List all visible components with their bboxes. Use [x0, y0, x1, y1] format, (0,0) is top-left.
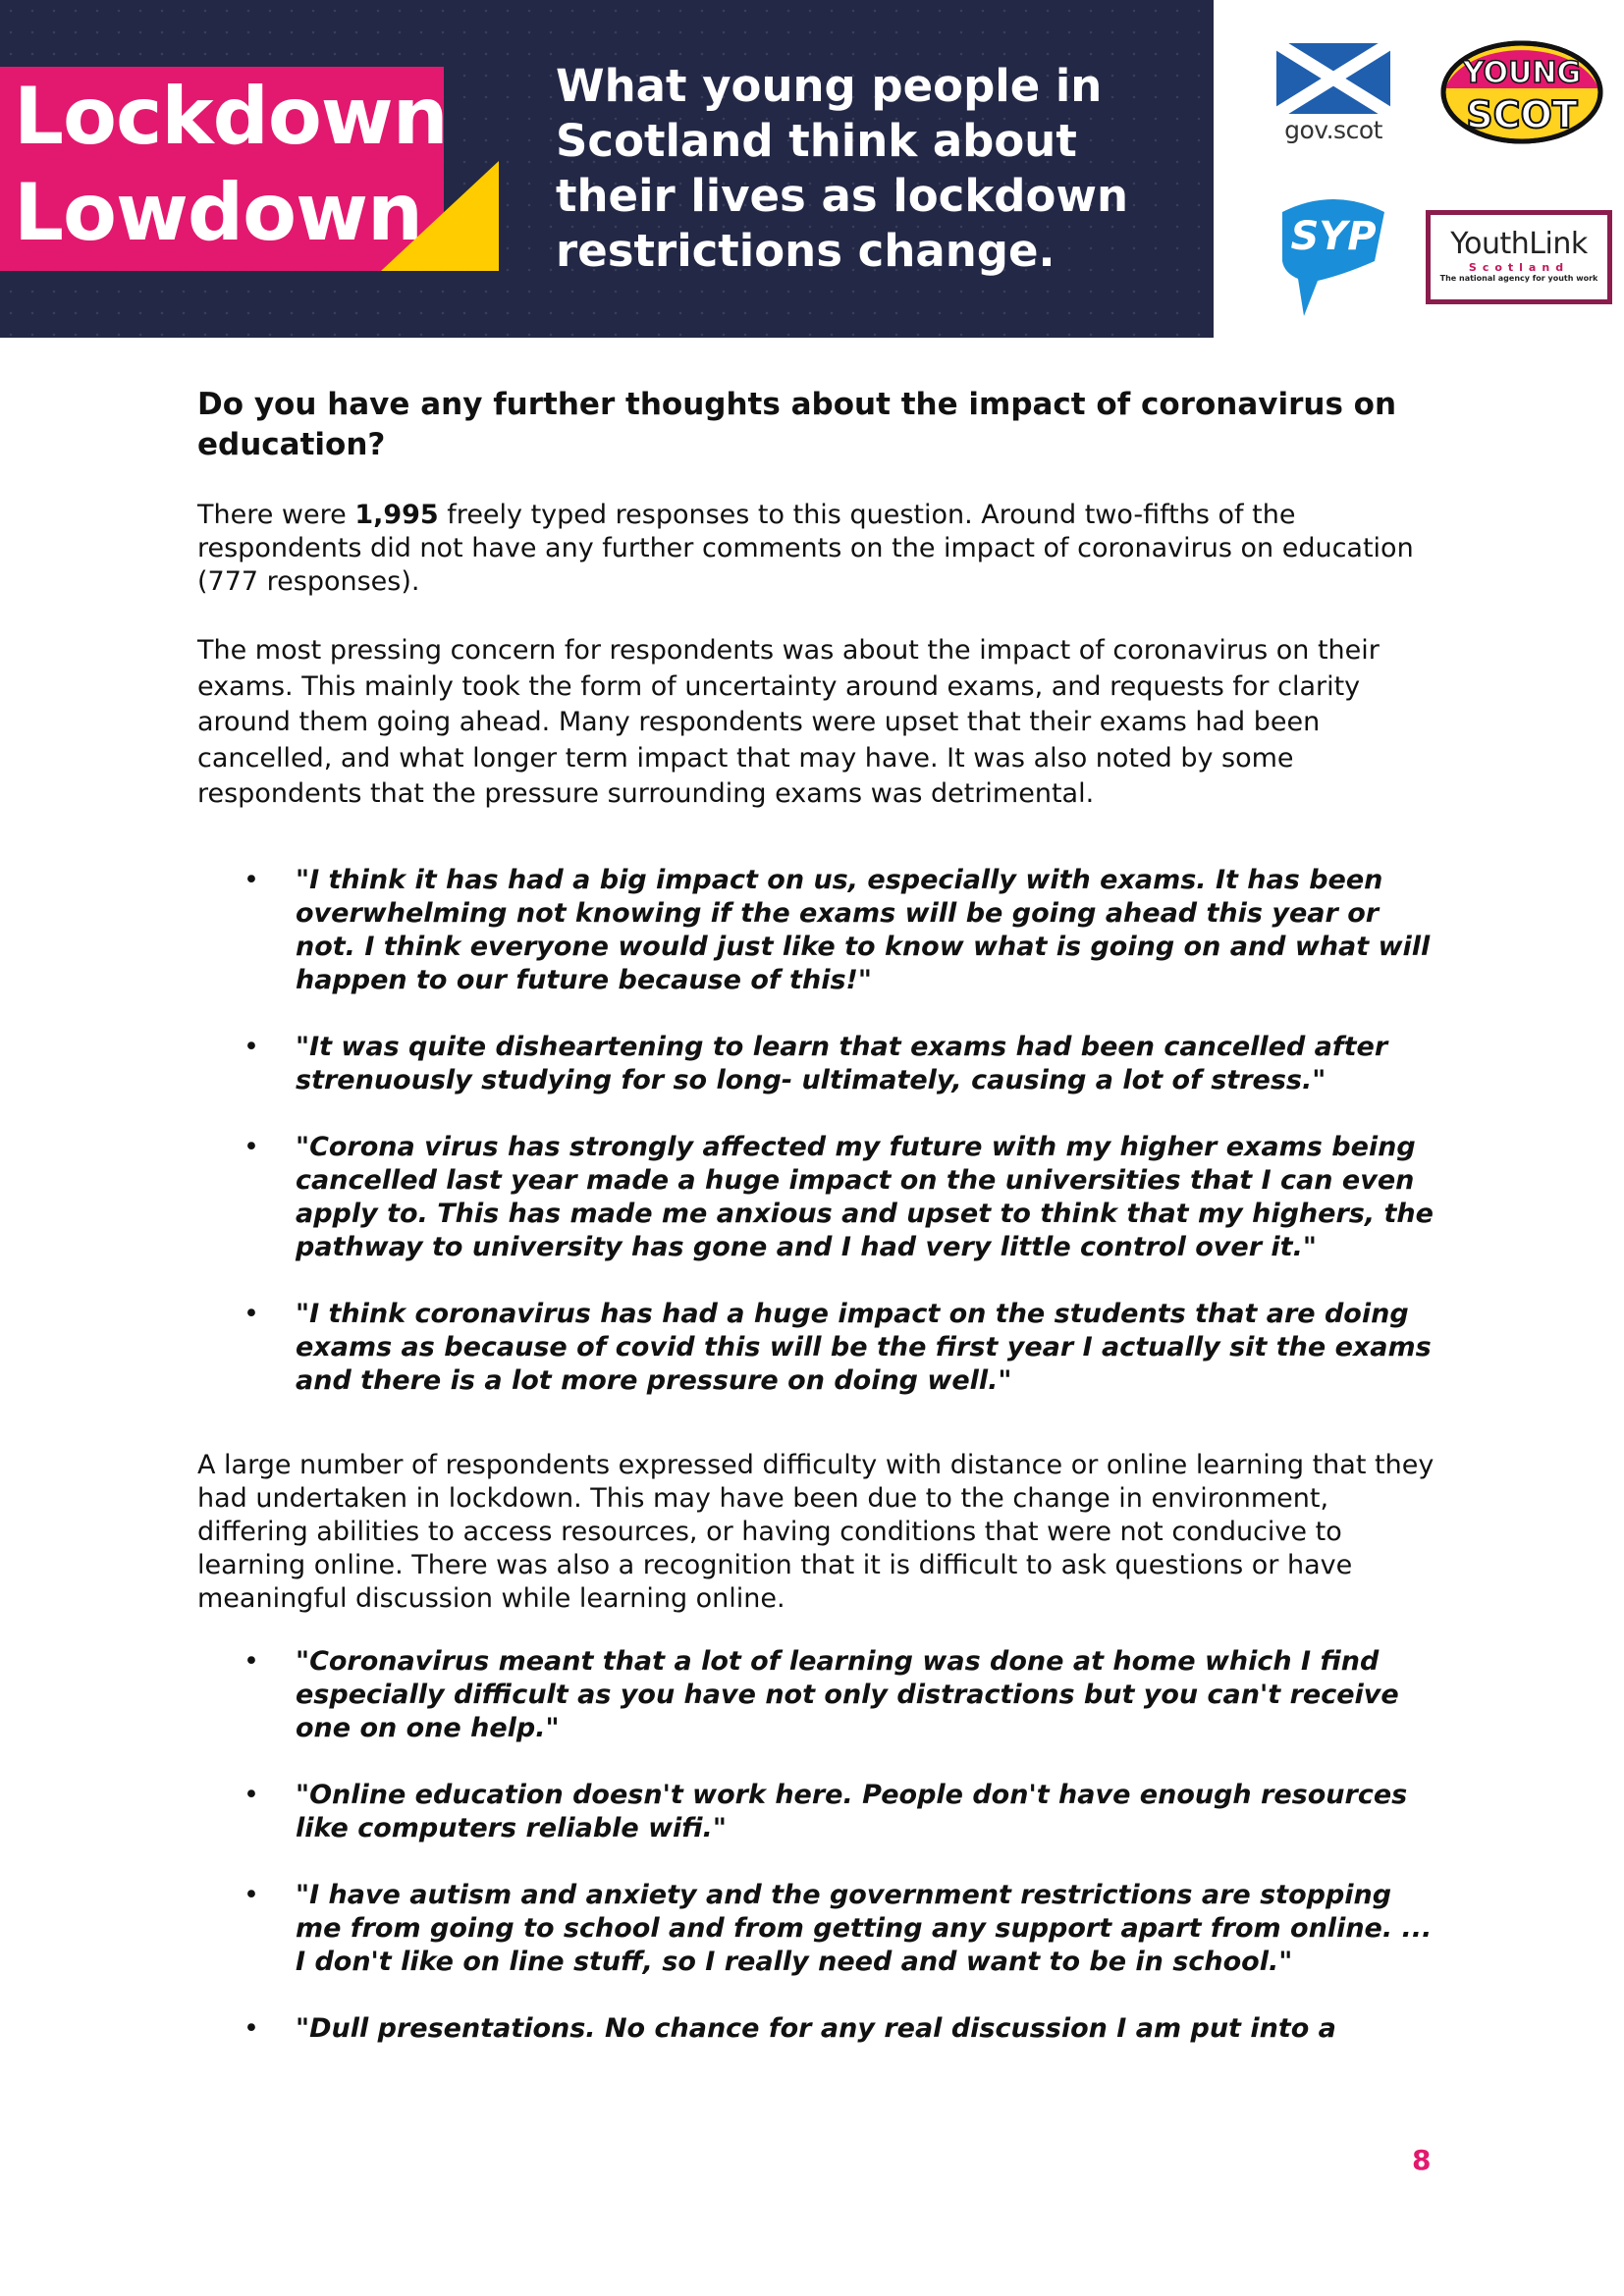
- youthlink-tagline: The national agency for youth work: [1439, 274, 1598, 283]
- young-word: YOUNG: [1462, 56, 1582, 90]
- youthlink-logo: [1426, 210, 1612, 304]
- main-content: [197, 385, 1444, 2079]
- intro-before: There were: [197, 500, 355, 530]
- yellow-triangle-decoration: [381, 161, 499, 271]
- intro-count: 1,995: [354, 500, 439, 530]
- list-item: • "I have autism and anxiety and the government restrictions are stopping me from going to school and from getting any support apart from online. ... I don't like on line stuff, so I really need and want to be in school.": [197, 1879, 1444, 1979]
- scot-word: SCOT: [1466, 93, 1578, 136]
- saltire-flag-icon: [1276, 43, 1390, 114]
- young-scot-badge: [1439, 39, 1604, 145]
- tagline-line-2: Scotland think about: [556, 115, 1077, 167]
- youthlink-subtitle: Scotland: [1468, 261, 1570, 274]
- tagline-line-1: What young people in: [556, 60, 1103, 112]
- list-item: • "Online education doesn't work here. People don't have enough resources like computers reliable wifi.": [197, 1779, 1444, 1845]
- exams-paragraph: The most pressing concern for respondents was about the impact of coronavirus on their exams. This mainly took the form of uncertainty around exams, and requests for clarity around them going ahead. Many respondents were upset that their exams had been cancelled, and what longer term impact that may have. It was also noted by some respondents that the pressure surrounding exams was detrimental.: [197, 635, 1380, 809]
- page-number: 8: [1412, 2144, 1432, 2176]
- list-item: • "I think it has had a big impact on us, especially with exams. It has been overwhelming not knowing if the exams will be going ahead this year or not. I think everyone would just like to know what is going on and what will happen to our future because of this!": [197, 864, 1444, 997]
- list-item: • "Coronavirus meant that a lot of learning was done at home which I find especially difficult as you have not only distractions but you can't receive one on one help.": [197, 1645, 1444, 1745]
- syp-badge: [1274, 192, 1392, 318]
- list-item: • "Dull presentations. No chance for any real discussion I am put into a: [197, 2012, 1444, 2046]
- syp-text: SYP: [1290, 214, 1377, 259]
- gov-scot-text: gov.scot: [1284, 116, 1382, 144]
- tagline-line-3: their lives as lockdown: [556, 170, 1129, 222]
- list-item: • "I think coronavirus has had a huge impact on the students that are doing exams as because of covid this will be the first year I actually sit the exams and there is a lot more pressure on doing well.": [197, 1298, 1444, 1398]
- header-banner: [0, 0, 1214, 338]
- title-line-2: Lowdown: [14, 167, 422, 258]
- online-paragraph: A large number of respondents expressed difficulty with distance or online learning that they had undertaken in lockdown. This may have been due to the change in environment, differing abilities to access resources, or having conditions that were not conducive to learning online. There was also a recognition that it is difficult to ask questions or have meaningful discussion while learning online.: [197, 1449, 1435, 1614]
- youthlink-title: YouthLink: [1450, 227, 1588, 261]
- title-line-1: Lockdown: [14, 71, 448, 162]
- banner-tagline: [556, 59, 1184, 279]
- online-quote-list: [197, 1645, 1444, 2046]
- intro-after: freely typed responses to this question. Around two-fifths of the respondents did not have any further comments on the impact of coronavirus on education (777 responses).: [197, 500, 1414, 597]
- list-item: • "Corona virus has strongly affected my future with my higher exams being cancelled last year made a huge impact on the universities that I can even apply to. This has made me anxious and upset to think that my highers, the pathway to university has gone and I had very little control over it.": [197, 1131, 1444, 1264]
- list-item: • "It was quite disheartening to learn that exams had been cancelled after strenuously studying for so long- ultimately, causing a lot of stress.": [197, 1031, 1444, 1097]
- tagline-line-4: restrictions change.: [556, 225, 1056, 277]
- syp-logo: [1274, 192, 1392, 322]
- title-block: [0, 67, 448, 271]
- gov-scot-logo: [1274, 43, 1392, 144]
- intro-paragraph: [197, 499, 1444, 599]
- exams-quote-list: [197, 864, 1444, 1398]
- young-scot-logo: [1439, 39, 1604, 149]
- section-question: Do you have any further thoughts about the impact of coronavirus on education?: [197, 387, 1397, 462]
